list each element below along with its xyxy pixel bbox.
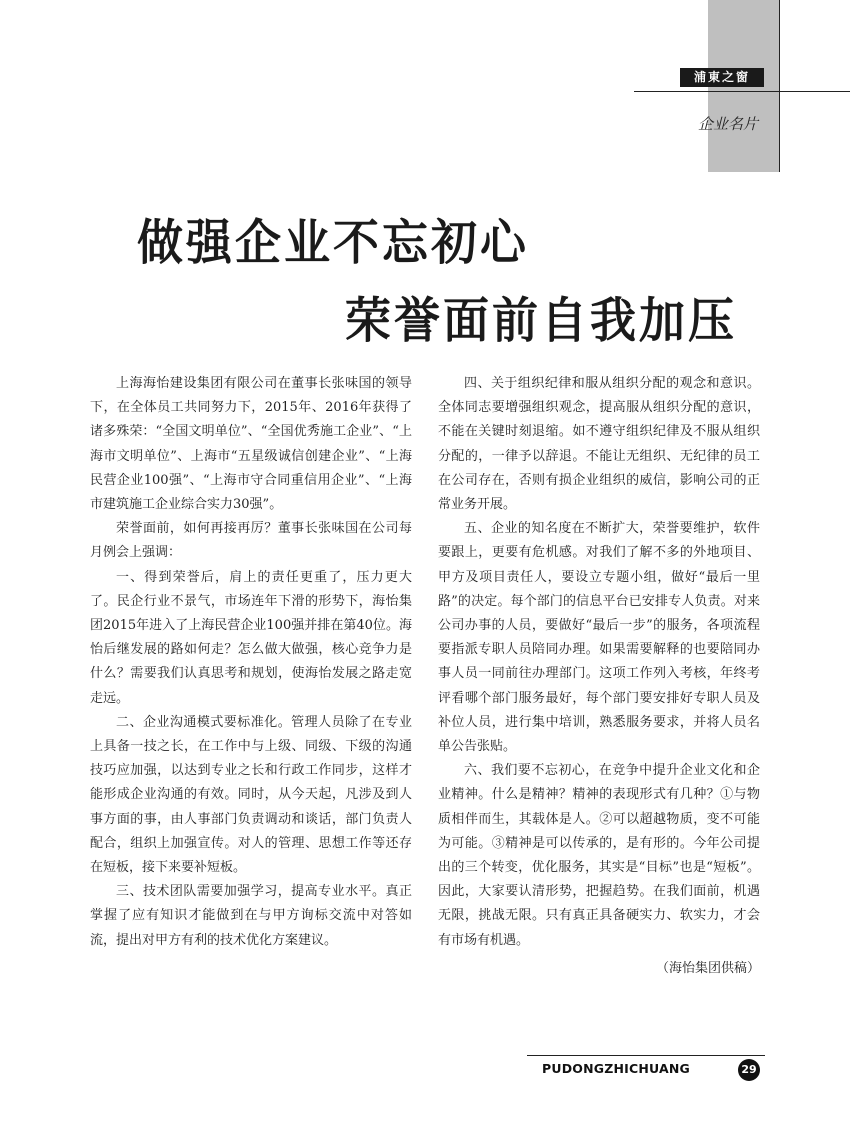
paragraph: 三、技术团队需要加强学习，提高专业水平。真正掌握了应有知识才能做到在与甲方询标交流中对答如流，提出对甲方有利的技术优化方案建议。 — [90, 884, 412, 948]
article-credit: （海怡集团供稿） — [655, 960, 760, 976]
section-label: 企业名片 — [697, 115, 758, 133]
paragraph: 五、企业的知名度在不断扩大，荣誉要维护，软件要跟上，更要有危机感。对我们了解不多的外地项目、甲方及项目责任人，要设立专题小组，做好“最后一里路”的决定。每个部门的信息平台已安排专人负责。对来公司办事的人员，要做好“最后一步”的服务，各项流程要指派专职人员陪同办理。如果需要解释的也要陪同办事人员一同前往办理部门。这项工作列入考核，年终考评看哪个部门服务最好，每个部门要安排好专职人员及补位人员，进行集中培训，熟悉服务要求，并将人员名单公告张贴。 — [438, 521, 760, 755]
brand-logo-tag: 浦東之窗 — [680, 68, 764, 87]
header-horizontal-rule — [634, 91, 850, 92]
paragraph: 荣誉面前，如何再接再厉？董事长张味国在公司每月例会上强调： — [90, 521, 412, 561]
headline-line-2: 荣誉面前自我加压 — [345, 291, 737, 349]
paragraph: 一、得到荣誉后，肩上的责任更重了，压力更大了。民企行业不景气，市场连年下滑的形势下，海怡集团2015年进入了上海民营企业100强并排在第40位。海怡后继发展的路如何走？怎么做大做强，核心竞争力是什么？需要我们认真思考和规划，使海怡发展之路走宽走远。 — [90, 569, 412, 706]
header-vertical-rule — [779, 0, 780, 172]
paragraph: 二、企业沟通模式要标准化。管理人员除了在专业上具备一技之长，在工作中与上级、同级、下级的沟通技巧应加强，以达到专业之长和行政工作同步，这样才能形成企业沟通的有效。同时，从今天起，凡涉及到人事方面的事，由人事部门负责调动和谈话，部门负责人配合，组织上加强宣传。对人的管理、思想工作等还存在短板，接下来要补短板。 — [90, 714, 412, 876]
paragraph: 上海海怡建设集团有限公司在董事长张味国的领导下，在全体员工共同努力下，2015年、2016年获得了诸多殊荣：“全国文明单位”、“全国优秀施工企业”、“上海市文明单位”、上海市“五星级诚信创建企业”、“上海民营企业100强”、“上海市守合同重信用企业”、“上海市建筑施工企业综合实力30强”。 — [90, 376, 412, 513]
headline-line-1: 做强企业不忘初心 — [137, 213, 529, 271]
page-number-badge: 29 — [738, 1059, 760, 1081]
article-column-left — [90, 372, 412, 953]
article-column-right — [438, 372, 760, 981]
paragraph: 四、关于组织纪律和服从组织分配的观念和意识。全体同志要增强组织观念，提高服从组织分配的意识，不能在关键时刻退缩。如不遵守组织纪律及不服从组织分配的，一律予以辞退。不能让无组织、无纪律的员工在公司存在，否则有损企业组织的威信，影响公司的正常业务开展。 — [438, 376, 760, 513]
paragraph: 六、我们要不忘初心，在竞争中提升企业文化和企业精神。什么是精神？精神的表现形式有几种？①与物质相伴而生，其载体是人。②可以超越物质，变不可能为可能。③精神是可以传承的，是有形的。今年公司提出的三个转变，优化服务，其实是“目标”也是“短板”。因此，大家要认清形势，把握趋势。在我们面前，机遇无限，挑战无限。只有真正具备硬实力、软实力，才会有市场有机遇。 — [438, 763, 760, 948]
footer-rule — [527, 1055, 765, 1056]
footer-magazine-name: PUDONGZHICHUANG — [542, 1061, 691, 1076]
